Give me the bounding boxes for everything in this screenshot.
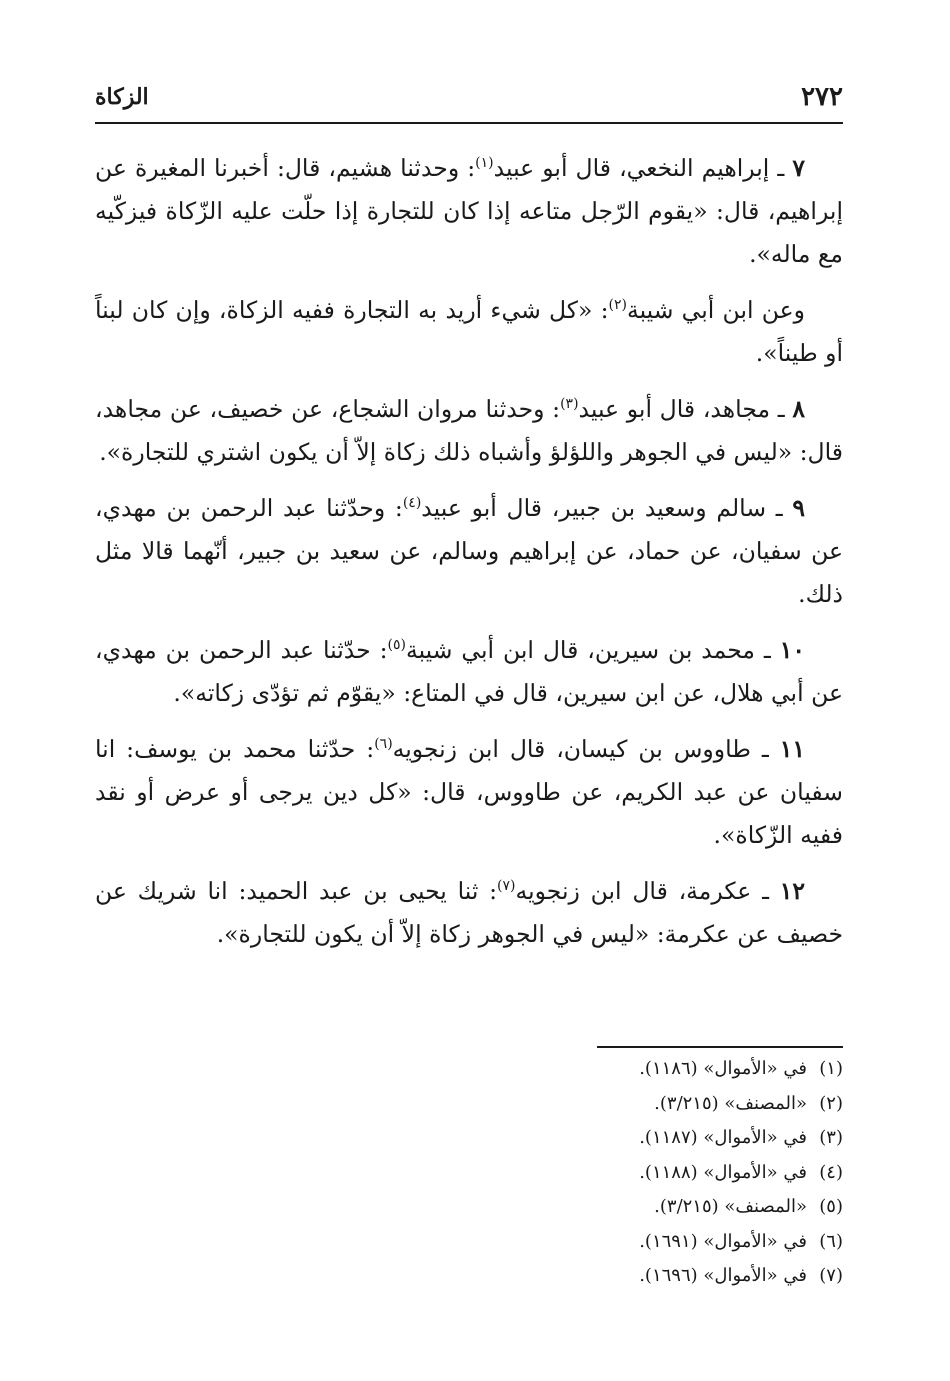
paragraph-text: وعن ابن أبي شيبة	[626, 296, 805, 324]
footnote-number: (١)	[819, 1058, 843, 1079]
footnote-ref: (٦)	[374, 736, 393, 752]
paragraph-7: ٧ ـ إبراهيم النخعي، قال أبو عبيد$^{(١)}$: وحدثنا هشيم، قال: أخبرنا المغيرة عن إبراهيم، قال: «يقوم الرّجل متاعه إذا كان للتجارة إذا حلّت عليه الزّكاة فيزكّيه مع ماله».	[95, 154, 843, 268]
footnote-number: (٧)	[819, 1265, 843, 1286]
paragraph-text: عكرمة، قال ابن زنجويه	[515, 877, 752, 905]
paragraph-text: إبراهيم النخعي، قال أبو عبيد	[493, 154, 770, 182]
paragraph-text: : ثنا يحيى بن عبد الحميد: انا شريك عن خصيف عن عكرمة: «ليس في الجوهر زكاة إلاّ أن يكون للتجارة».	[95, 877, 843, 948]
paragraph-text: محمد بن سيرين، قال ابن أبي شيبة	[405, 636, 755, 664]
footnote-number: (٢)	[819, 1092, 843, 1114]
footnote-text: «المصنف» (٣/٢١٥).	[654, 1092, 807, 1114]
paragraph-11: ١١ ـ طاووس بن كيسان، قال ابن زنجويه$^{(٦)}$: حدّثنا محمد بن يوسف: انا سفيان عن عبد الكريم، عن طاووس، قال: «كل دين يرجى أو عرض أو نقد ففيه الزّكاة».	[95, 735, 843, 849]
footnote-item	[443, 1156, 843, 1191]
footnote-number: (٥)	[819, 1196, 843, 1217]
footnote-number: (٣)	[819, 1127, 843, 1148]
footnote-text: «المصنف» (٣/٢١٥).	[654, 1196, 807, 1217]
entry-number: ٧	[792, 154, 805, 182]
paragraph-8: ٨ ـ مجاهد، قال أبو عبيد$^{(٣)}$: وحدثنا مروان الشجاع، عن خصيف، عن مجاهد، قال: «ليس في الجوهر واللؤلؤ وأشباه ذلك زكاة إلاّ أن يكون اشتري للتجارة».	[95, 395, 843, 466]
paragraph-text: سالم وسعيد بن جبير، قال أبو عبيد	[421, 494, 767, 522]
paragraph-text: : حدّثنا عبد الرحمن بن مهدي، عن أبي هلال، عن ابن سيرين، قال في المتاع: «يقوّم ثم تؤدّى زكاته».	[95, 636, 843, 707]
footnote-item	[443, 1121, 843, 1156]
paragraph-7-addendum	[95, 289, 843, 375]
footnote-text: في «الأموال» (١١٨٨).	[639, 1161, 807, 1183]
paragraph-text: طاووس بن كيسان، قال ابن زنجويه	[392, 735, 751, 763]
entry-number: ٩	[792, 494, 805, 522]
paragraph-text: : وحدّثنا عبد الرحمن بن مهدي، عن سفيان، عن حماد، عن إبراهيم وسالم، عن سعيد بن جبير، أنّهما قالا مثل ذلك.	[95, 494, 843, 608]
footnote-ref: (٣)	[560, 396, 579, 412]
page-header	[95, 82, 843, 124]
footnote-ref: (٧)	[497, 878, 516, 894]
footnote-ref: (٥)	[387, 637, 406, 653]
footnote-item	[443, 1087, 843, 1122]
footnote-item	[443, 1259, 843, 1294]
entry-number: ٨	[792, 395, 806, 423]
paragraph-text: : وحدثنا هشيم، قال: أخبرنا المغيرة عن إبراهيم، قال: «يقوم الرّجل متاعه إذا كان للتجارة إذا حلّت عليه الزّكاة فيزكّيه مع ماله».	[95, 154, 843, 268]
footnote-text: في «الأموال» (١٦٩٦).	[639, 1265, 807, 1286]
paragraph-text: مجاهد، قال أبو عبيد	[578, 395, 771, 423]
entry-number: ١١	[779, 735, 805, 763]
footnote-ref: (١)	[475, 155, 494, 171]
running-title: الزكاة	[95, 84, 149, 110]
footnote-item	[443, 1052, 843, 1087]
main-text	[95, 147, 843, 969]
paragraph-12: ١٢ ـ عكرمة، قال ابن زنجويه$^{(٧)}$: ثنا يحيى بن عبد الحميد: انا شريك عن خصيف عن عكرمة: «ليس في الجوهر زكاة إلاّ أن يكون للتجارة».	[95, 877, 843, 948]
footnote-number: (٤)	[819, 1161, 843, 1183]
footnote-item	[443, 1190, 843, 1225]
footnote-text: في «الأموال» (١٦٩١).	[639, 1230, 807, 1252]
footnote-item	[443, 1225, 843, 1260]
paragraph-text: : حدّثنا محمد بن يوسف: انا سفيان عن عبد الكريم، عن طاووس، قال: «كل دين يرجى أو عرض أو نقد ففيه الزّكاة».	[95, 735, 843, 849]
paragraph-10: ١٠ ـ محمد بن سيرين، قال ابن أبي شيبة$^{(٥)}$: حدّثنا عبد الرحمن بن مهدي، عن أبي هلال، عن ابن سيرين، قال في المتاع: «يقوّم ثم تؤدّى زكاته».	[95, 636, 843, 707]
footnote-number: (٦)	[819, 1230, 843, 1252]
footnote-text: في «الأموال» (١١٨٦).	[639, 1058, 807, 1079]
entry-number: ١٠	[779, 636, 805, 664]
paragraph-9: ٩ ـ سالم وسعيد بن جبير، قال أبو عبيد$^{(٤)}$: وحدّثنا عبد الرحمن بن مهدي، عن سفيان، عن حماد، عن إبراهيم وسالم، عن سعيد بن جبير، أنّهما قالا مثل ذلك.	[95, 494, 843, 608]
paragraph-text: : وحدثنا مروان الشجاع، عن خصيف، عن مجاهد، قال: «ليس في الجوهر واللؤلؤ وأشباه ذلك زكاة إلاّ أن يكون اشتري للتجارة».	[95, 395, 843, 466]
footnote-ref: (٤)	[402, 495, 422, 511]
page-number: ٢٧٢	[801, 82, 843, 112]
footnote-divider	[597, 1046, 843, 1048]
footnotes-list	[443, 1052, 843, 1294]
paragraph-text: : «كل شيء أريد به التجارة ففيه الزكاة، وإن كان لبناً أو طيناً».	[95, 296, 843, 367]
entry-number: ١٢	[779, 877, 805, 905]
footnote-ref: (٢)	[608, 297, 627, 313]
footnote-text: في «الأموال» (١١٨٧).	[639, 1127, 807, 1148]
